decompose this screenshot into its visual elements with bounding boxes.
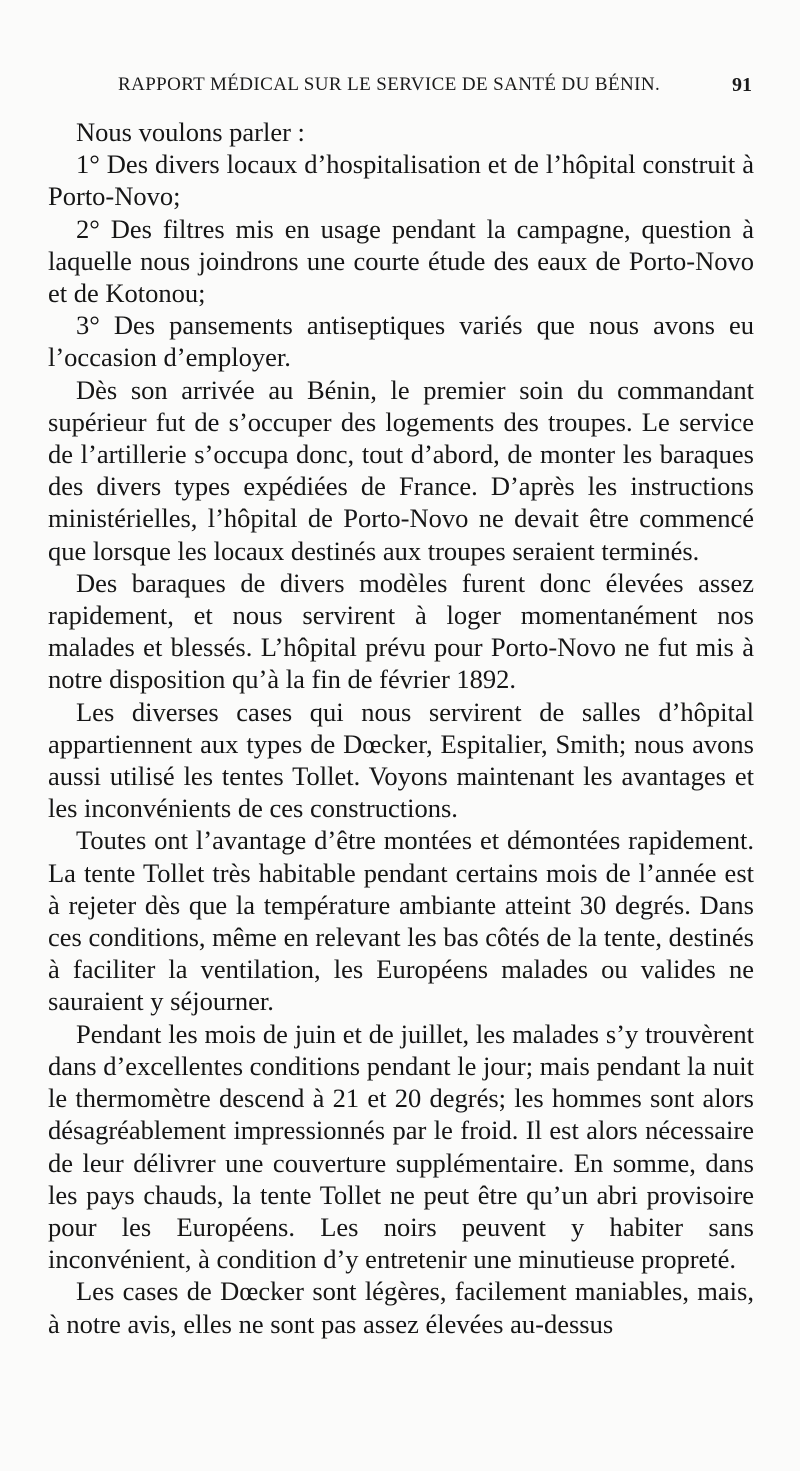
paragraph: Nous voulons parler : xyxy=(76,117,305,147)
body-text xyxy=(48,116,754,1340)
paragraph: Les cases de Dœcker sont légères, facilement maniables, mais, à notre avis, elles ne sont pas assez élevées au-dessus xyxy=(48,1276,754,1339)
paragraph: 3° Des pansements antiseptiques variés que nous avons eu l’occasion d’employer. xyxy=(48,310,754,373)
page-header xyxy=(48,74,756,104)
paragraph: Pendant les mois de juin et de juillet, les malades s’y trouvèrent dans d’excellentes conditions pendant le jour; mais pendant la nuit le thermomètre descend à 21 et 20 degrés; les hommes sont alors désagréablement impressionnés par le froid. Il est alors nécessaire de leur délivrer une couverture supplémentaire. En somme, dans les pays chauds, la tente Tollet ne peut être qu’un abri provisoire pour les Européens. Les noirs peuvent y habiter sans inconvénient, à condition d’y entretenir une minutieuse propreté. xyxy=(48,1018,754,1275)
paragraph: Dès son arrivée au Bénin, le premier soin du commandant supérieur fut de s’occuper des logements des troupes. Le service de l’artillerie s’occupa donc, tout d’abord, de monter les baraques des divers types expédiées de France. D’après les instructions ministérielles, l’hôpital de Porto-Novo ne devait être commencé que lorsque les locaux destinés aux troupes seraient terminés. xyxy=(48,374,754,566)
page-number: 91 xyxy=(732,74,752,96)
paragraph: 1° Des divers locaux d’hospitalisation et de l’hôpital construit à Porto-Novo; xyxy=(48,149,754,212)
paragraph: Des baraques de divers modèles furent donc élevées assez rapidement, et nous servirent à loger momentanément nos malades et blessés. L’hôpital prévu pour Porto-Novo ne fut mis à notre disposition qu’à la fin de février 1892. xyxy=(48,567,754,695)
paragraph: Toutes ont l’avantage d’être montées et démontées rapidement. La tente Tollet très habitable pendant certains mois de l’année est à rejeter dès que la température ambiante atteint 30 degrés. Dans ces conditions, même en relevant les bas côtés de la tente, destinés à faciliter la ventilation, les Européens malades ou valides ne sauraient y séjourner. xyxy=(48,825,754,1017)
running-title: RAPPORT MÉDICAL SUR LE SERVICE DE SANTÉ DU BÉNIN. xyxy=(118,74,661,95)
paragraph: 2° Des filtres mis en usage pendant la campagne, question à laquelle nous joindrons une courte étude des eaux de Porto-Novo et de Kotonou; xyxy=(48,213,754,309)
paragraph: Les diverses cases qui nous servirent de salles d’hôpital appartiennent aux types de Dœcker, Espitalier, Smith; nous avons aussi utilisé les tentes Tollet. Voyons maintenant les avantages et les inconvénients de ces constructions. xyxy=(48,696,754,824)
